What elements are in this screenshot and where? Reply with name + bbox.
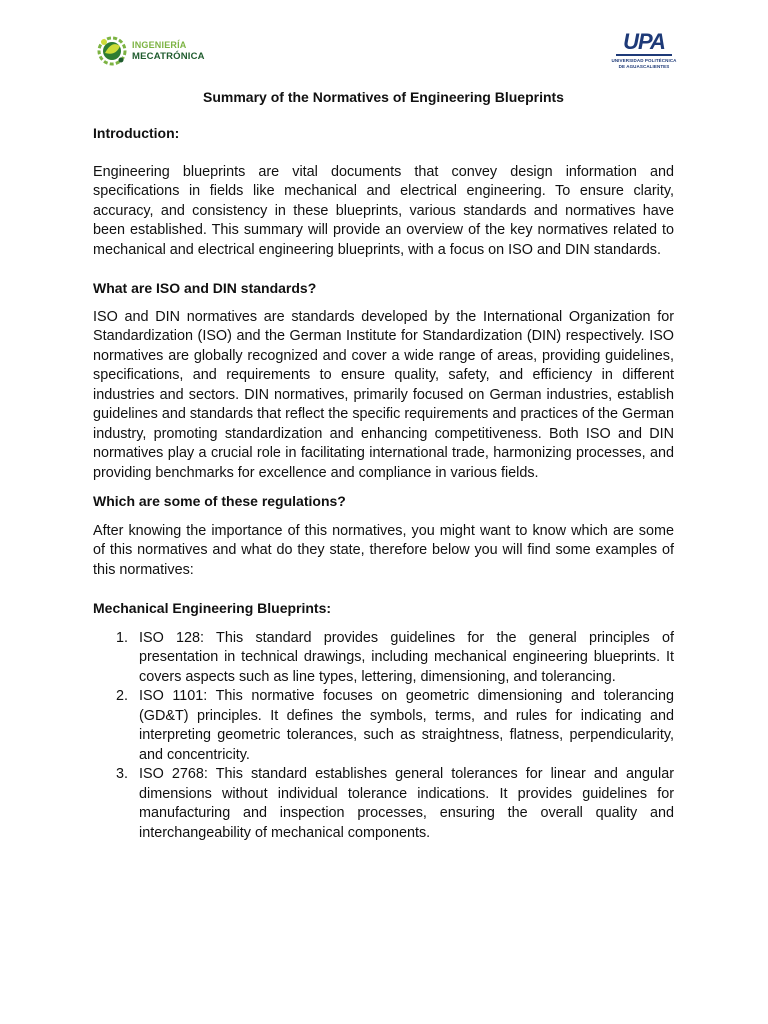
regulations-paragraph: After knowing the importance of this normatives, you might want to know which are some of this normatives and what do they state, therefore below you will find some examples of this normatives: <box>93 522 674 578</box>
logo-line-1: INGENIERÍA <box>132 40 187 50</box>
regulations-heading: Which are some of these regulations? <box>93 493 346 509</box>
list-item-text: ISO 1101: This normative focuses on geometric dimensioning and tolerancing (GD&T) principles. It defines the symbols, terms, and rules for indicating and interpreting geometric tolerances, such as straightness, flatness, perpendicularity, and concentricity. <box>139 688 674 763</box>
logo-line-2: MECATRÓNICA <box>132 51 205 62</box>
list-item <box>93 687 674 765</box>
list-item <box>93 765 674 843</box>
list-item-number: 2. <box>116 688 129 704</box>
upa-divider <box>616 54 672 56</box>
iso-din-paragraph: ISO and DIN normatives are standards developed by the International Organization for Standardization (ISO) and the German Institute for Standardization (DIN) respectively. ISO normatives are globally recognized and cover a wide range of areas, providing guidelines, specifications, and requirements to ensure quality, safety, and efficiency in different industries and sectors. DIN normatives, primarily focused on German industries, establish guidelines and standards that reflect the specific requirements and practices of the German industry, promoting standardization and enhancing competitiveness. Both ISO and DIN normatives play a crucial role in facilitating international trade, harmonizing processes, and providing benchmarks for excellence and compliance in various fields. <box>93 308 674 481</box>
mechanical-standards-list <box>93 629 674 844</box>
upa-subtitle-1: UNIVERSIDAD POLITÉCNICA <box>611 58 677 63</box>
intro-heading: Introduction: <box>93 125 180 141</box>
gear-leaf-logo-icon <box>96 34 128 68</box>
mechanical-heading: Mechanical Engineering Blueprints: <box>93 600 332 616</box>
list-item-text: ISO 2768: This standard establishes general tolerances for linear and angular dimensions without individual tolerance indications. It provides guidelines for manufacturing and inspection processes, ensuring the overall quality and interchangeability of mechanical components. <box>139 766 674 841</box>
iso-din-heading: What are ISO and DIN standards? <box>93 280 317 296</box>
upa-wordmark: UPA <box>623 29 665 54</box>
upa-subtitle-2: DE AGUASCALIENTES <box>618 64 670 69</box>
upa-logo <box>604 31 684 70</box>
list-item-number: 1. <box>116 629 129 646</box>
document-body <box>93 87 674 843</box>
ingenieria-mecatronica-logo <box>96 34 205 68</box>
document-title: Summary of the Normatives of Engineering Blueprints <box>203 89 564 105</box>
list-item-text: ISO 128: This standard provides guidelines for the general principles of presentation in technical drawings, including mechanical engineering blueprints. It covers aspects such as line types, lettering, dimensioning, and tolerancing. <box>139 629 674 685</box>
intro-paragraph: Engineering blueprints are vital documents that convey design information and specifications in fields like mechanical and electrical engineering. To ensure clarity, accuracy, and consistency in these blueprints, various standards and normatives have been established. This summary will provide an overview of the key normatives related to mechanical and electrical engineering blueprints, with a focus on ISO and DIN standards. <box>93 163 674 258</box>
list-item <box>93 629 674 688</box>
list-item-number: 3. <box>116 766 129 782</box>
